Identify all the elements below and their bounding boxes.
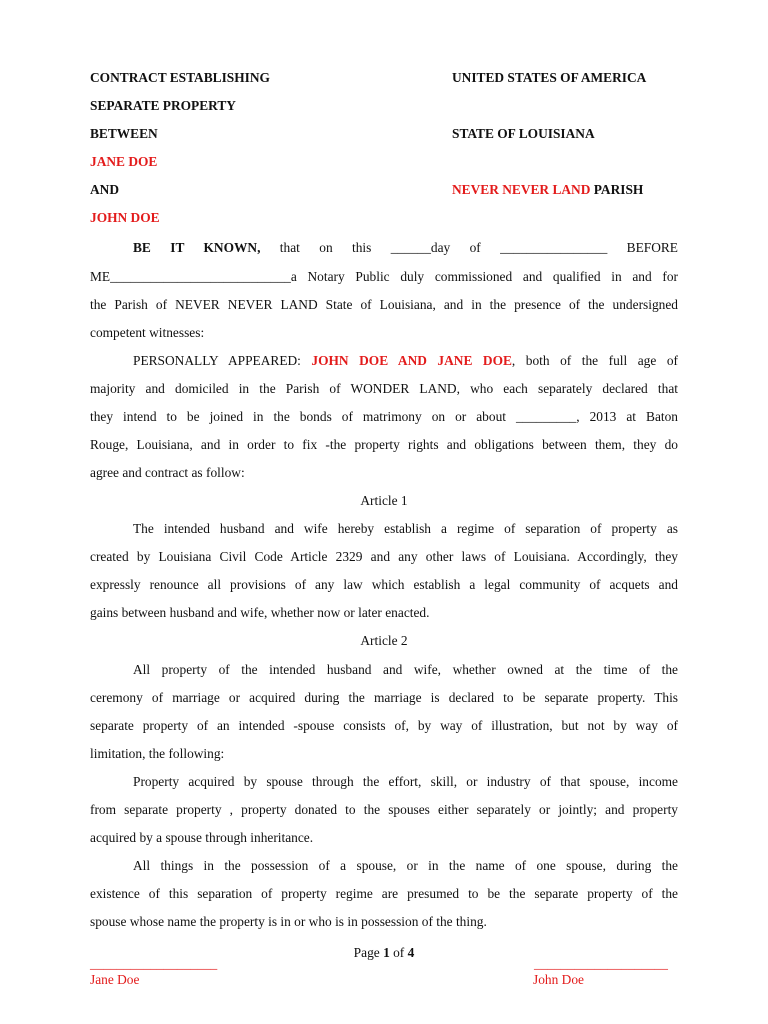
signature-line-right: ____________________: [534, 956, 668, 971]
signature-name-john: John Doe: [533, 972, 584, 987]
current-page: 1: [383, 945, 390, 960]
header-party-1: JANE DOE: [90, 154, 158, 169]
article-1-line-3: expressly renounce all provisions of any law which establish a legal community of acquets and: [90, 577, 678, 592]
article-2-p3-line-1: All things in the possession of a spouse, or in the name of one spouse, during the: [133, 858, 678, 873]
signature-line-left: ___________________: [90, 956, 218, 971]
intro-line-1: BE IT KNOWN, that on this ______day of ________________ BEFORE: [133, 240, 678, 255]
intro-line-2: ME___________________________a Notary Public duly commissioned and qualified in and for: [90, 269, 678, 284]
article-2-p1-line-2: ceremony of marriage or acquired during the marriage is declared to be separate property. This: [90, 690, 678, 705]
header-country: UNITED STATES OF AMERICA: [452, 70, 647, 85]
total-pages: 4: [407, 945, 415, 960]
article-1-line-2: created by Louisiana Civil Code Article 2329 and any other laws of Louisiana. Accordingly, they: [90, 549, 678, 564]
intro-line-4: competent witnesses:: [90, 325, 205, 340]
appearance-line-1: PERSONALLY APPEARED: JOHN DOE AND JANE DOE, both of the full age of: [133, 353, 678, 368]
header-title-line-2: SEPARATE PROPERTY: [90, 98, 236, 113]
article-1-line-1: The intended husband and wife hereby establish a regime of separation of property as: [133, 521, 678, 536]
page-number: Page 1 of 4: [353, 945, 415, 960]
appearance-line-5: agree and contract as follow:: [90, 465, 245, 480]
article-2-heading: Article 2: [360, 633, 408, 648]
header-and: AND: [90, 182, 120, 197]
intro-line-3: the Parish of NEVER NEVER LAND State of Louisiana, and in the presence of the undersigned: [90, 297, 678, 312]
header-title-line-1: CONTRACT ESTABLISHING: [90, 70, 270, 85]
header-state: STATE OF LOUISIANA: [452, 126, 595, 141]
appearance-line-3: they intend to be joined in the bonds of matrimony on or about _________, 2013 at Baton: [90, 409, 678, 424]
parish-word: PARISH: [590, 182, 644, 197]
header-between: BETWEEN: [90, 126, 158, 141]
article-2-p3-line-3: spouse whose name the property is in or who is in possession of the thing.: [90, 914, 487, 929]
article-1-heading: Article 1: [360, 493, 408, 508]
signature-name-jane: Jane Doe: [90, 972, 140, 987]
be-it-known: BE IT KNOWN,: [133, 240, 261, 255]
article-1-line-4: gains between husband and wife, whether now or later enacted.: [90, 605, 430, 620]
article-2-p2-line-2: from separate property , property donated to the spouses either separately or jointly; and property: [90, 802, 678, 817]
article-2-p1-line-1: All property of the intended husband and wife, whether owned at the time of the: [133, 662, 678, 677]
appearing-parties: JOHN DOE AND JANE DOE: [311, 353, 512, 368]
appearance-line-4: Rouge, Louisiana, and in order to fix -the property rights and obligations between them, they do: [90, 437, 678, 452]
parish-name: NEVER NEVER LAND: [452, 182, 591, 197]
header-parish: [452, 182, 643, 198]
article-2-p2-line-1: Property acquired by spouse through the effort, skill, or industry of that spouse, income: [133, 774, 678, 789]
article-2-p2-line-3: acquired by a spouse through inheritance.: [90, 830, 314, 845]
article-2-p3-line-2: existence of this separation of property regime are presumed to be the separate property of the: [90, 886, 678, 901]
header-party-2: JOHN DOE: [90, 210, 160, 225]
appearance-line-2: majority and domiciled in the Parish of WONDER LAND, who each separately declared that: [90, 381, 678, 396]
article-2-p1-line-3: separate property of an intended -spouse consists of, by way of illustration, but not by way of: [90, 718, 678, 733]
article-2-p1-line-4: limitation, the following:: [90, 746, 225, 761]
